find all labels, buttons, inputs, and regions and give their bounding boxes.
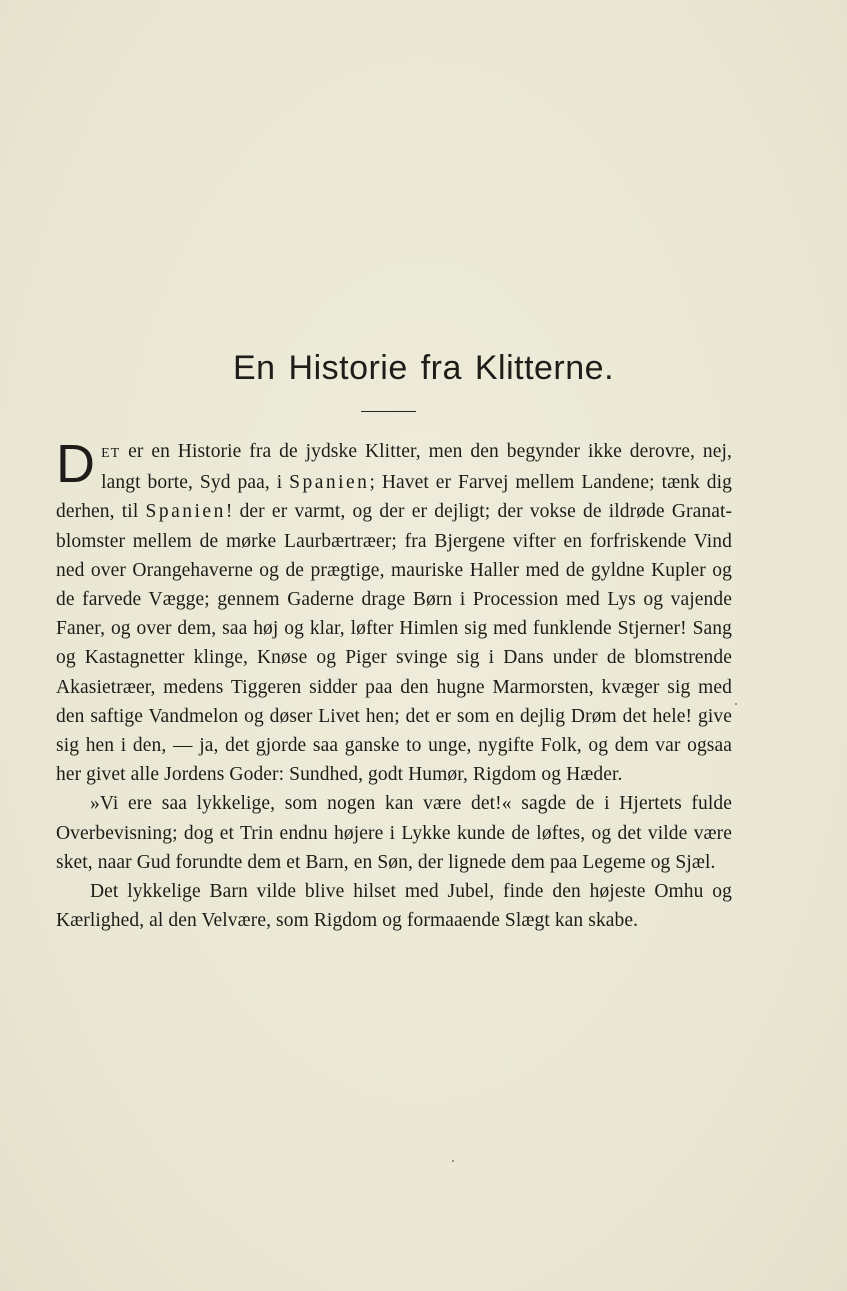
paragraph-2: »Vi ere saa lykkelige, som nogen kan være det!« sagde de i Hjertets fulde Overbevisning; dog et Trin endnu højere i Lykke kunde de løftes, og det vilde være sket, naar Gud forundte dem et Barn, en Søn, der lignede dem paa Legeme og Sjæl. [56, 793, 732, 873]
paragraph-1 [56, 434, 732, 789]
small-caps-lead: ET [101, 446, 121, 461]
paragraph-1-text-b: ; Havet er Farvej mellem Landene; tænk dig derhen, til [56, 472, 732, 523]
title-divider [361, 411, 416, 412]
paragraph-1-text-a: er en Historie fra de jydske Klitter, men den begynder ikke derovre, nej, langt borte, Syd paa, i [101, 441, 732, 494]
body-text [56, 434, 732, 935]
drop-cap: D [56, 434, 96, 494]
spaced-word-spanien-2: Spanien [145, 501, 226, 523]
paper-speck [735, 703, 737, 705]
paper-speck [452, 1160, 454, 1162]
spaced-word-spanien-1: Spanien [289, 472, 370, 494]
paragraph-1-text-c: ! der er varmt, og der er dejligt; der vokse de ildrøde Granatblomster mellem de mørke Laurbærtræer; fra Bjergene vifter en forfriskende Vind ned over Orangehaverne og de prægtige, mauriske Haller med de gyldne Kupler og de farvede Vægge; gennem Gaderne drage Børn i Procession med Lys og vajende Faner, og over dem, saa høj og klar, løfter Himlen sig med funklende Stjerner! Sang og Kastagnetter klinge, Knøse og Piger svinge sig i Dans under de blomstrende Akasietræer, medens Tiggeren sidder paa den hugne Marmorsten, kvæger sig med den saftige Vandmelon og døser Livet hen; det er som en dejlig Drøm det hele! give sig hen i den, — ja, det gjorde saa ganske to unge, nygifte Folk, og dem var ogsaa her givet alle Jordens Goder: Sundhed, godt Humør, Rigdom og Hæder. [56, 501, 732, 786]
chapter-title: En Historie fra Klitterne. [232, 349, 615, 387]
paragraph-3: Det lykkelige Barn vilde blive hilset med Jubel, finde den højeste Omhu og Kærlighed, al den Velvære, som Rigdom og formaaende Slægt kan skabe. [56, 881, 732, 932]
